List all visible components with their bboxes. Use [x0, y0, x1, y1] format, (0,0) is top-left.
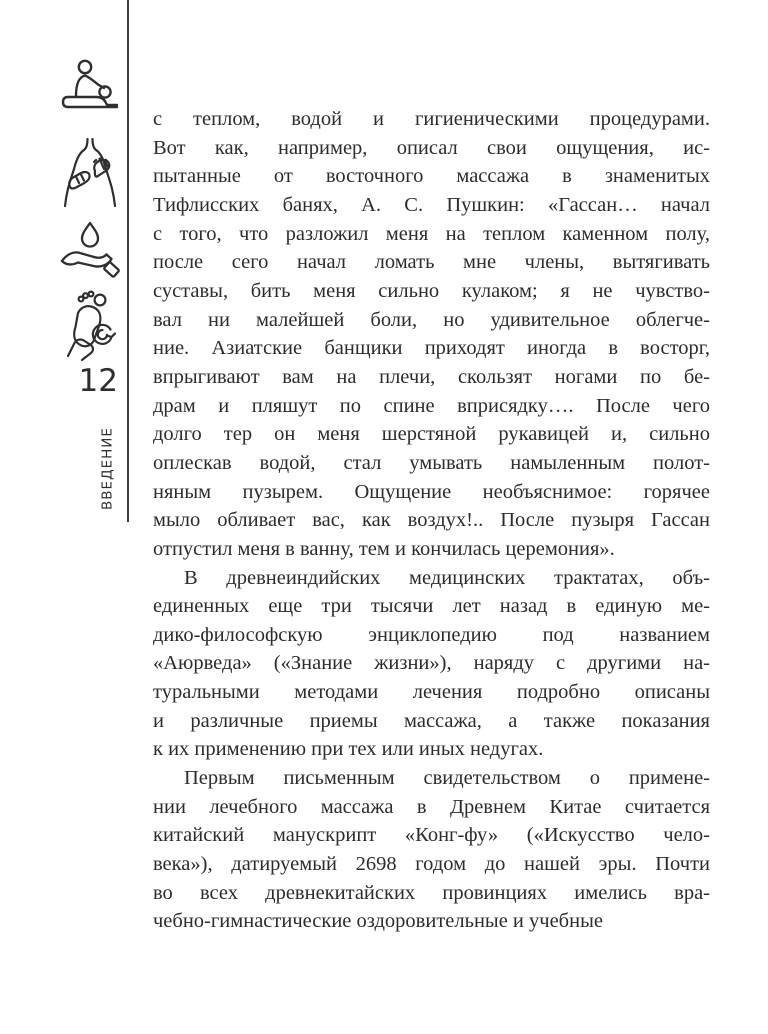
- text-line: Вот как, например, описал свои ощущения, ис-: [153, 136, 710, 159]
- text-line: чебно-гимнастические оздоровительные и учебные: [153, 910, 603, 933]
- text-line: В древнеиндийских медицинских трактатах, объ-: [184, 566, 710, 589]
- text-line: дико-философскую энциклопедию под названием: [153, 623, 710, 646]
- text-line: и различные приемы массажа, а также показания: [153, 709, 710, 732]
- text-line: во всех древнекитайских провинциях имелись вра-: [153, 881, 710, 904]
- text-line: после сего начал ломать мне члены, вытягивать: [153, 251, 710, 274]
- text-line: Первым письменным свидетельством о примене-: [184, 767, 710, 790]
- text-line: суставы, бить меня сильно кулаком; я не чувство-: [153, 279, 710, 302]
- text-line: китайский манускрипт «Конг-фу» («Искусство чело-: [153, 824, 710, 847]
- text-line: отпустил меня в ванну, тем и кончилась церемония».: [153, 537, 615, 560]
- text-line: нии лечебного массажа в Древнем Китае считается: [153, 795, 710, 818]
- text-line: к их применению при тех или иных недугах.: [153, 738, 544, 761]
- text-line: вал ни малейшей боли, но удивительное облегче-: [153, 308, 710, 331]
- sidebar-divider-line: [127, 0, 129, 522]
- body-text: [153, 105, 710, 936]
- text-line: драм и пляшут по спине вприсядку…. После чего: [153, 394, 710, 417]
- oil-drop-hand-icon: [58, 219, 122, 293]
- foot-massage-icon: [58, 286, 122, 362]
- page-number: 12: [78, 363, 118, 399]
- text-line: с теплом, водой и гигиеническими процедурами.: [153, 108, 710, 130]
- text-line: с того, что разложил меня на теплом каменном полу,: [153, 222, 710, 245]
- text-line: долго тер он меня шерстяной рукавицей и, сильно: [153, 423, 710, 446]
- text-line: единенных еще три тысячи лет назад в единую ме-: [153, 595, 710, 618]
- massage-table-icon: [58, 56, 122, 122]
- text-line: пытанные от восточного массажа в знаменитых: [153, 165, 710, 188]
- section-label: ВВЕДЕНИЕ: [99, 427, 116, 510]
- text-line: века»), датируемый 2698 годом до нашей эры. Почти: [153, 853, 710, 876]
- text-line: оплескав водой, стал умывать намыленным полот-: [153, 451, 710, 474]
- text-line: няным пузырем. Ощущение необъяснимое: горячее: [153, 480, 710, 503]
- text-line: туральными методами лечения подробно описаны: [153, 681, 710, 704]
- text-line: впрыгивают вам на плечи, скользят ногами по бе-: [153, 365, 710, 388]
- text-line: «Аюрведа» («Знание жизни»), наряду с другими на-: [153, 652, 710, 675]
- text-line: Тифлисских банях, А. С. Пушкин: «Гассан… начал: [153, 193, 710, 216]
- text-line: ние. Азиатские банщики приходят иногда в восторг,: [153, 337, 710, 360]
- text-line: мыло обливает вас, как воздух!.. После пузыря Гассан: [153, 509, 710, 532]
- back-massage-icon: [58, 132, 122, 210]
